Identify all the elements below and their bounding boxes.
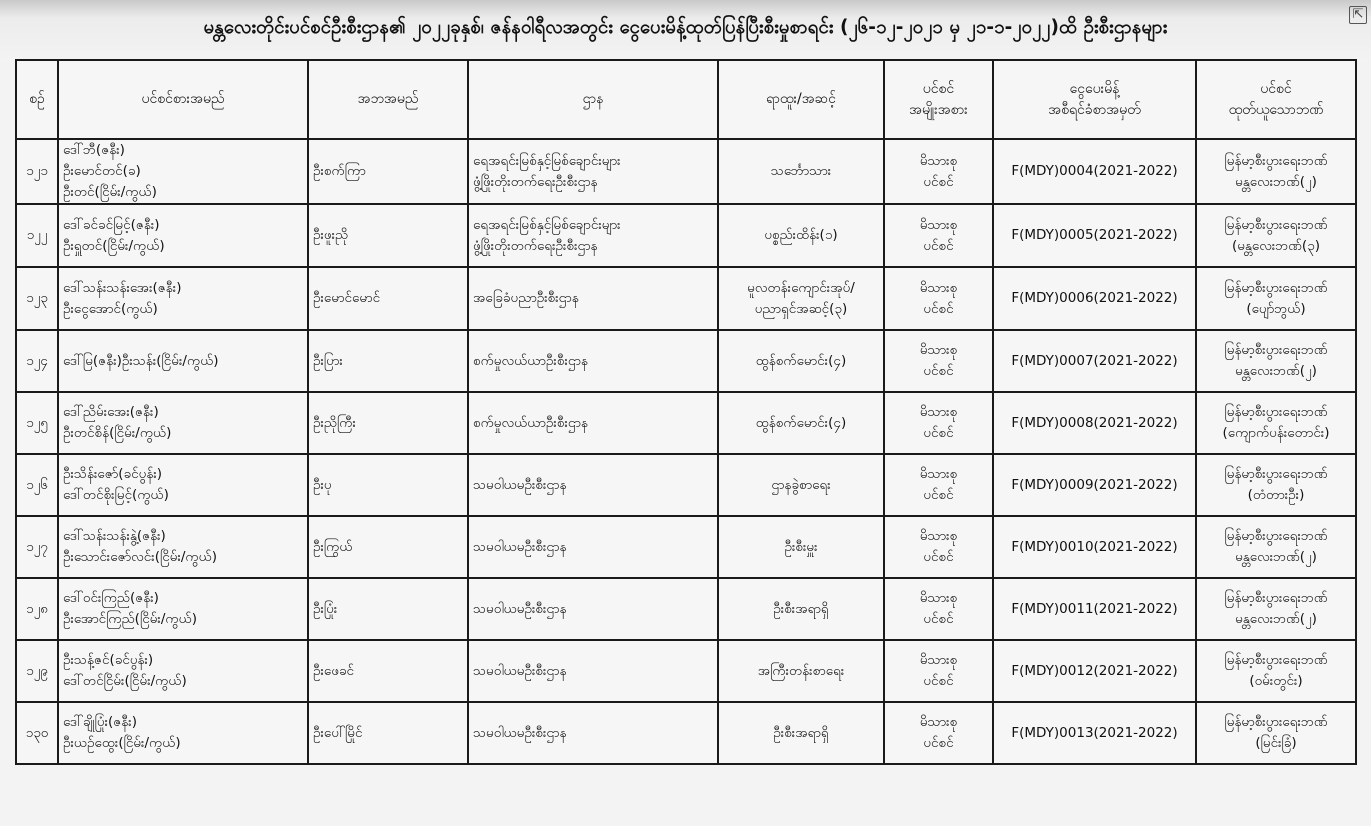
cell-name-line: ဦးငွေအောင်(ကွယ်) (63, 300, 158, 317)
cell-name-line: ဦးသိန်းဇော်(ခင်ပွန်း) (63, 466, 163, 482)
cell-name (58, 267, 308, 330)
cell-name-line: ဦးသန့်ဇင်(ခင်ပွန်း) (63, 652, 154, 668)
cell-dept-line: ရေအရင်းမြစ်နှင့်မြစ်ချောင်းများ (473, 152, 621, 169)
cell-dept (468, 640, 718, 702)
cell-id: F(MDY)0011(2021-2022) (993, 578, 1196, 640)
cell-dept (468, 702, 718, 764)
cell-type-line: မိသားစု (919, 279, 958, 296)
cell-dept-line: ဖွံ့ဖြိုးတိုးတက်ရေးဦးစီးဌာန (473, 237, 598, 254)
header-type-line2: အမျိုးအစား (909, 101, 968, 118)
cell-office (1196, 392, 1356, 454)
cell-type-line: ပင်စင် (923, 363, 954, 379)
cell-type-line: မိသားစု (919, 404, 958, 420)
cell-rank-line: ထွန်စက်မောင်း(၄) (755, 414, 847, 431)
cell-rank (718, 267, 884, 330)
cell-no: ၁၂၆ (16, 454, 58, 516)
cell-dept (468, 516, 718, 578)
cell-name (58, 640, 308, 702)
cell-name-line: ဒေါ်သန်းသန်းအေး(ဇနီး) (63, 279, 182, 296)
cell-rank (718, 204, 884, 267)
cell-id: F(MDY)0012(2021-2022) (993, 640, 1196, 702)
cell-name-line: ဒေါ်ချိုပြုံး(ဇနီး) (63, 714, 137, 730)
cell-id: F(MDY)0004(2021-2022) (993, 139, 1196, 204)
cell-office (1196, 454, 1356, 516)
cell-dept-line: သမဝါယမဦးစီးဌာန (473, 600, 567, 617)
cell-name-line: ဒေါ်ခင်ခင်မြင့်(ဇနီး) (63, 216, 160, 233)
cell-rank (718, 392, 884, 454)
cell-father: ဦးမောင်မောင် (308, 267, 468, 330)
cell-dept-line: စက်မှုလယ်ယာဦးစီးဌာန (473, 414, 588, 431)
cell-name-line: ဒေါ်သန်းသန်းနွဲ့(ဇနီး) (63, 528, 166, 544)
cell-type-line: မိသားစု (919, 152, 958, 169)
cell-no: ၁၂၁ (16, 139, 58, 204)
header-name: ပင်စင်စားအမည် (58, 60, 308, 139)
header-id-line1: ငွေပေးမိန့် (1069, 80, 1120, 97)
cell-father: ဦးစက်ကြာ (308, 139, 468, 204)
cell-name-line: ဦးတင်စိန်(ငြိမ်း/ကွယ်) (63, 425, 172, 441)
cell-rank-line: ဦးစီးအရာရှိ (773, 600, 829, 617)
cell-office (1196, 330, 1356, 392)
cell-dept-line: သမဝါယမဦးစီးဌာန (473, 476, 567, 493)
table-row (16, 578, 1356, 640)
cell-office-line: မြန်မာ့စီးပွားရေးဘဏ် (1224, 279, 1328, 296)
cell-rank-line: ဌာနခွဲစာရေး (771, 476, 831, 493)
cell-type-line: မိသားစု (919, 216, 958, 233)
cell-no: ၁၂၅ (16, 392, 58, 454)
cell-dept-line: သမဝါယမဦးစီးဌာန (473, 538, 567, 555)
table-row (16, 330, 1356, 392)
cell-dept (468, 267, 718, 330)
header-office-line2: ထုတ်ယူသောဘဏ် (1228, 101, 1324, 118)
cell-father: ဦးပေါ်မြိုင် (308, 702, 468, 764)
cell-rank-line: ထွန်စက်မောင်း(၄) (755, 352, 847, 369)
cell-name-line: ဒေါ်တင်ငြိမ်း(ငြိမ်း/ကွယ်) (63, 673, 187, 689)
table-row (16, 392, 1356, 454)
cell-rank (718, 702, 884, 764)
cell-office (1196, 516, 1356, 578)
cell-type (884, 454, 993, 516)
cell-type-line: ပင်စင် (923, 673, 954, 689)
header-father: အဘအမည် (308, 60, 468, 139)
cell-dept-line: အခြေခံပညာဦးစီးဌာန (473, 290, 579, 306)
cell-office-line: မန္တလေးဘဏ်(၂) (1235, 549, 1317, 565)
header-no: စဉ် (16, 60, 58, 139)
cell-office (1196, 204, 1356, 267)
cell-id: F(MDY)0006(2021-2022) (993, 267, 1196, 330)
cell-name-line: ဒေါ်မြ(ဇနီး)ဦးသန်း(ငြိမ်း/ကွယ်) (63, 352, 219, 369)
cell-office-line: မြန်မာ့စီးပွားရေးဘဏ် (1224, 528, 1328, 544)
cell-id: F(MDY)0009(2021-2022) (993, 454, 1196, 516)
cell-id: F(MDY)0007(2021-2022) (993, 330, 1196, 392)
cell-office (1196, 578, 1356, 640)
header-office-line1: ပင်စင် (1260, 80, 1292, 97)
cell-rank-line: ပစ္စည်းထိန်း(၁) (764, 227, 838, 243)
header-id (993, 60, 1196, 139)
cell-dept (468, 454, 718, 516)
cell-father: ဦးကြွယ် (308, 516, 468, 578)
cell-type-line: မိသားစု (919, 466, 958, 482)
header-office (1196, 60, 1356, 139)
cell-name (58, 204, 308, 267)
cell-father: ဦးဖူးညို (308, 204, 468, 267)
cell-no: ၁၂၃ (16, 267, 58, 330)
cell-type (884, 702, 993, 764)
cell-dept (468, 578, 718, 640)
table-row (16, 139, 1356, 204)
table-body (16, 139, 1356, 764)
cell-no: ၁၂၄ (16, 330, 58, 392)
cell-dept (468, 139, 718, 204)
cell-type-line: ပင်စင် (923, 549, 954, 565)
cell-rank (718, 516, 884, 578)
cell-office-line: မန္တလေးဘဏ်(၂) (1235, 363, 1317, 379)
cell-dept-line: သမဝါယမဦးစီးဌာန (473, 662, 567, 679)
cell-type (884, 139, 993, 204)
table-row (16, 640, 1356, 702)
cell-dept-line: သမဝါယမဦးစီးဌာန (473, 724, 567, 741)
cell-office (1196, 267, 1356, 330)
cell-name (58, 578, 308, 640)
table-header-row (16, 60, 1356, 139)
cell-id: F(MDY)0005(2021-2022) (993, 204, 1196, 267)
cell-type-line: မိသားစု (919, 342, 958, 358)
table-row (16, 516, 1356, 578)
cell-office-line: မြန်မာ့စီးပွားရေးဘဏ် (1224, 342, 1328, 358)
table-row (16, 204, 1356, 267)
cell-dept-line: ရေအရင်းမြစ်နှင့်မြစ်ချောင်းများ (473, 216, 621, 233)
cell-office-line: မန္တလေးဘဏ်(၂) (1235, 611, 1317, 627)
table-row (16, 702, 1356, 764)
table-row (16, 267, 1356, 330)
cell-rank-line: မူလတန်းကျောင်းအုပ်/ (747, 279, 855, 296)
cell-name-line: ဦးသောင်းဇော်လင်း(ငြိမ်း/ကွယ်) (63, 549, 218, 565)
cell-office-line: မြန်မာ့စီးပွားရေးဘဏ် (1224, 652, 1328, 668)
cell-rank-line: သင်္ဘောသား (770, 163, 832, 179)
cell-name (58, 516, 308, 578)
page-title: မန္တလေးတိုင်းပင်စင်ဦးစီးဌာန၏ ၂၀၂၂ခုနှစ်၊ ဇန်နဝါရီလအတွင်း ငွေပေးမိန့်ထုတ်ပြန်ပြီးစီးမှုစာရင်း (၂၆-၁၂-၂၀၂၁ မှ ၂၁-၁-၂၀၂၂)ထိ ဦးစီးဌာနများ (203, 17, 1168, 38)
cell-name-line: ဒေါ်ဝင်းကြည်(ဇနီး) (63, 590, 159, 606)
cell-office-line: (မြင်းခြံ) (1255, 735, 1297, 751)
cell-office-line: (တံတားဦး) (1247, 487, 1305, 503)
cell-type-line: ပင်စင် (923, 300, 954, 317)
cell-office-line: မြန်မာ့စီးပွားရေးဘဏ် (1224, 590, 1328, 606)
cell-type-line: မိသားစု (919, 714, 958, 730)
cell-dept (468, 330, 718, 392)
cell-father: ဦးဖေခင် (308, 640, 468, 702)
cell-name (58, 139, 308, 204)
cell-name (58, 454, 308, 516)
header-type-line1: ပင်စင် (922, 80, 955, 97)
cell-type-line: ပင်စင် (923, 487, 954, 503)
cell-dept (468, 204, 718, 267)
table-row (16, 454, 1356, 516)
cell-name-line: ဦးယဉ်ထွေး(ငြိမ်း/ကွယ်) (63, 735, 181, 751)
cell-name-line: ဦးရှူတင်(ငြိမ်း/ကွယ်) (63, 237, 165, 254)
cell-office (1196, 139, 1356, 204)
cell-type (884, 204, 993, 267)
cell-type (884, 516, 993, 578)
cell-name-line: ဦးတင်(ငြိမ်း/ကွယ်) (63, 184, 157, 200)
cell-rank (718, 330, 884, 392)
cell-office-line: မြန်မာ့စီးပွားရေးဘဏ် (1224, 466, 1328, 482)
cell-father: ဦးပြား (308, 330, 468, 392)
cell-type (884, 392, 993, 454)
cell-type-line: ပင်စင် (923, 425, 954, 441)
cell-type-line: ပင်စင် (923, 735, 954, 751)
cell-father: ဦးပြုံး (308, 578, 468, 640)
cell-name-line: ဦးမောင်တင်(ခ) (63, 163, 141, 179)
cell-office-line: မြန်မာ့စီးပွားရေးဘဏ် (1224, 404, 1328, 420)
cell-office (1196, 640, 1356, 702)
cell-dept-line: စက်မှုလယ်ယာဦးစီးဌာန (473, 352, 588, 369)
cell-name (58, 702, 308, 764)
pension-table (15, 59, 1357, 765)
cell-name-line: ဦးအောင်ကြည်(ငြိမ်း/ကွယ်) (63, 611, 197, 627)
cell-rank-line: ဦးစီးအရာရှိ (773, 724, 829, 741)
external-link-icon[interactable]: ⇱ (1349, 6, 1367, 24)
cell-office-line: မြန်မာ့စီးပွားရေးဘဏ် (1224, 152, 1328, 169)
cell-rank (718, 139, 884, 204)
cell-name-line: ဒေါ်ဘီ(ဇနီး) (63, 142, 125, 158)
cell-type-line: ပင်စင် (923, 611, 954, 627)
cell-father: ဦးညိုကြီး (308, 392, 468, 454)
cell-no: ၁၂၈ (16, 578, 58, 640)
cell-name (58, 330, 308, 392)
cell-id: F(MDY)0010(2021-2022) (993, 516, 1196, 578)
cell-type (884, 640, 993, 702)
cell-no: ၁၂၇ (16, 516, 58, 578)
cell-office-line: (ဝမ်းတွင်း) (1249, 673, 1303, 689)
cell-office (1196, 702, 1356, 764)
cell-office-line: မြန်မာ့စီးပွားရေးဘဏ် (1224, 216, 1328, 233)
cell-dept (468, 392, 718, 454)
cell-name-line: ဒေါ်တင်စိုးမြင့်(ကွယ်) (63, 487, 169, 503)
cell-rank (718, 578, 884, 640)
cell-dept-line: ဖွံ့ဖြိုးတိုးတက်ရေးဦးစီးဌာန (473, 173, 598, 190)
cell-type-line: ပင်စင် (923, 237, 954, 254)
cell-no: ၁၂၉ (16, 640, 58, 702)
cell-type-line: မိသားစု (919, 528, 958, 544)
cell-office-line: မြန်မာ့စီးပွားရေးဘဏ် (1224, 714, 1328, 730)
cell-name-line: ဒေါ်ညိမ်းအေး(ဇနီး) (63, 404, 159, 420)
cell-rank-line: ဦးစီးမှူး (784, 538, 818, 555)
cell-rank (718, 640, 884, 702)
cell-id: F(MDY)0008(2021-2022) (993, 392, 1196, 454)
cell-rank (718, 454, 884, 516)
cell-type (884, 267, 993, 330)
cell-rank-line: ပညာရှင်အဆင့်(၃) (754, 300, 848, 317)
header-id-line2: အစီရင်ခံစာအမှတ် (1048, 101, 1141, 118)
header-rank: ရာထူး/အဆင့် (718, 60, 884, 139)
cell-no: ၁၂၂ (16, 204, 58, 267)
cell-id: F(MDY)0013(2021-2022) (993, 702, 1196, 764)
cell-type-line: ပင်စင် (923, 173, 954, 190)
header-type (884, 60, 993, 139)
cell-type (884, 578, 993, 640)
cell-office-line: မန္တလေးဘဏ်(၂) (1235, 173, 1317, 190)
cell-name (58, 392, 308, 454)
cell-type-line: မိသားစု (919, 652, 958, 668)
cell-office-line: (ကျောက်ပန်းတောင်း) (1222, 425, 1330, 441)
cell-father: ဦးပု (308, 454, 468, 516)
cell-office-line: (ပျော်ဘွယ်) (1246, 300, 1306, 317)
cell-no: ၁၃၀ (16, 702, 58, 764)
cell-type-line: မိသားစု (919, 590, 958, 606)
cell-type (884, 330, 993, 392)
cell-rank-line: အကြီးတန်းစာရေး (757, 662, 845, 679)
cell-office-line: (မန္တလေးဘဏ်(၃) (1231, 237, 1321, 254)
header-dept: ဌာန (468, 60, 718, 139)
